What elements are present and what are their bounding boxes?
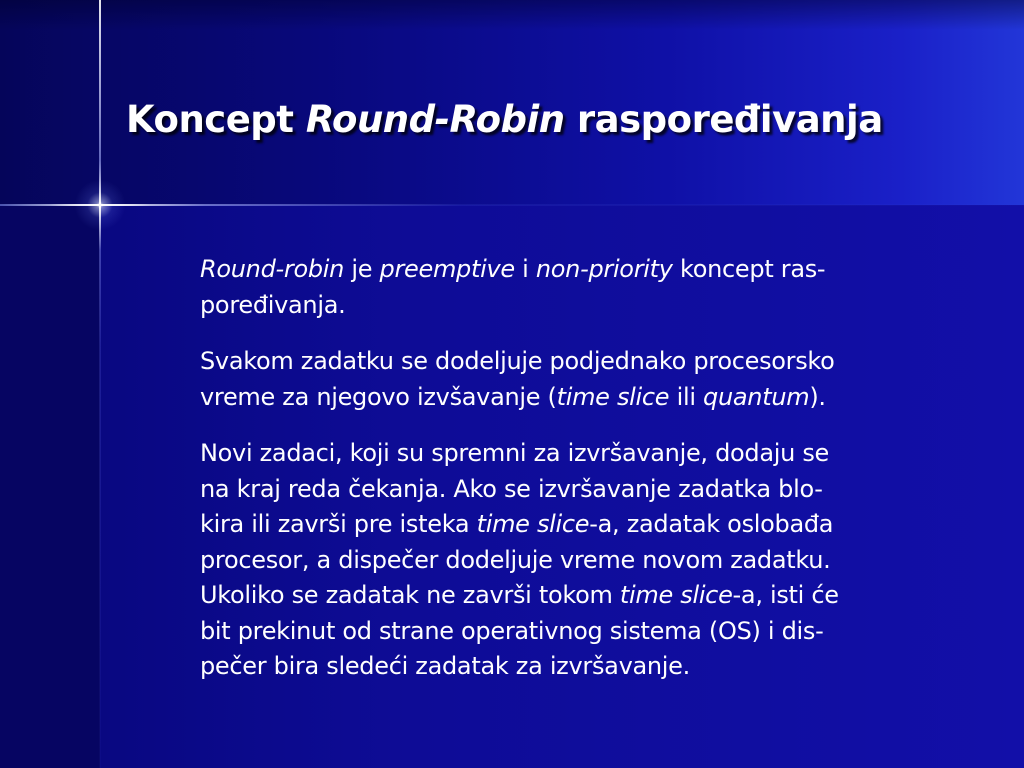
paragraph-line [200, 288, 1015, 324]
italic-term: Round-robin [200, 255, 345, 283]
text-run: ). [809, 382, 826, 411]
text-run: procesor, a dispečer dodeljuje vreme novom zadatku. [200, 545, 831, 574]
text-run: bit prekinut od strane operativnog sistema (OS) i dis- [200, 616, 824, 645]
text-run: ili [669, 382, 704, 411]
paragraph-line [200, 344, 1015, 380]
slide-title [126, 92, 1006, 148]
horizontal-accent-line [0, 204, 1024, 206]
paragraph-line [200, 252, 1015, 288]
title-part-2: Round-Robin [305, 98, 565, 141]
paragraph-1 [200, 252, 1015, 323]
text-run: Novi zadaci, koji su spremni za izvršavanje, dodaju se [200, 439, 829, 467]
italic-term: time slice [476, 510, 590, 538]
text-run: je [344, 255, 380, 283]
italic-term: time slice [619, 581, 733, 609]
paragraph-line [200, 472, 1015, 508]
text-run: poređivanja. [200, 290, 346, 319]
paragraph-line [200, 507, 1015, 543]
text-run: pečer bira sledeći zadatak za izvršavanje. [200, 652, 690, 680]
paragraph-line [200, 380, 1015, 416]
paragraph-3 [200, 436, 1015, 685]
italic-term: non-priority [535, 255, 673, 283]
paragraph-line [200, 614, 1015, 650]
paragraph-2 [200, 344, 1015, 415]
italic-term: quantum [703, 382, 810, 411]
text-run: koncept ras- [672, 255, 826, 283]
italic-term: time slice [556, 382, 670, 411]
paragraph-line [200, 436, 1015, 472]
text-run: na kraj reda čekanja. Ako se izvršavanje zadatka blo- [200, 474, 823, 503]
text-run: -a, isti će [732, 581, 839, 609]
text-run: kira ili završi pre isteka [200, 510, 477, 538]
title-part-1: Koncept [126, 98, 306, 141]
slide-body [200, 252, 1015, 706]
text-run: i [514, 255, 536, 283]
sparkle-ray-horizontal [50, 204, 150, 206]
paragraph-line [200, 543, 1015, 579]
italic-term: preemptive [379, 255, 515, 283]
text-run: vreme za njegovo izvšavanje ( [200, 382, 557, 411]
title-part-3: raspoređivanja [564, 98, 883, 141]
paragraph-line [200, 649, 1015, 685]
paragraph-line [200, 578, 1015, 614]
text-run: -a, zadatak oslobađa [589, 510, 834, 538]
text-run: Svakom zadatku se dodeljuje podjednako procesorsko [200, 347, 835, 375]
vertical-accent-line [99, 0, 101, 768]
text-run: Ukoliko se zadatak ne završi tokom [200, 581, 620, 609]
